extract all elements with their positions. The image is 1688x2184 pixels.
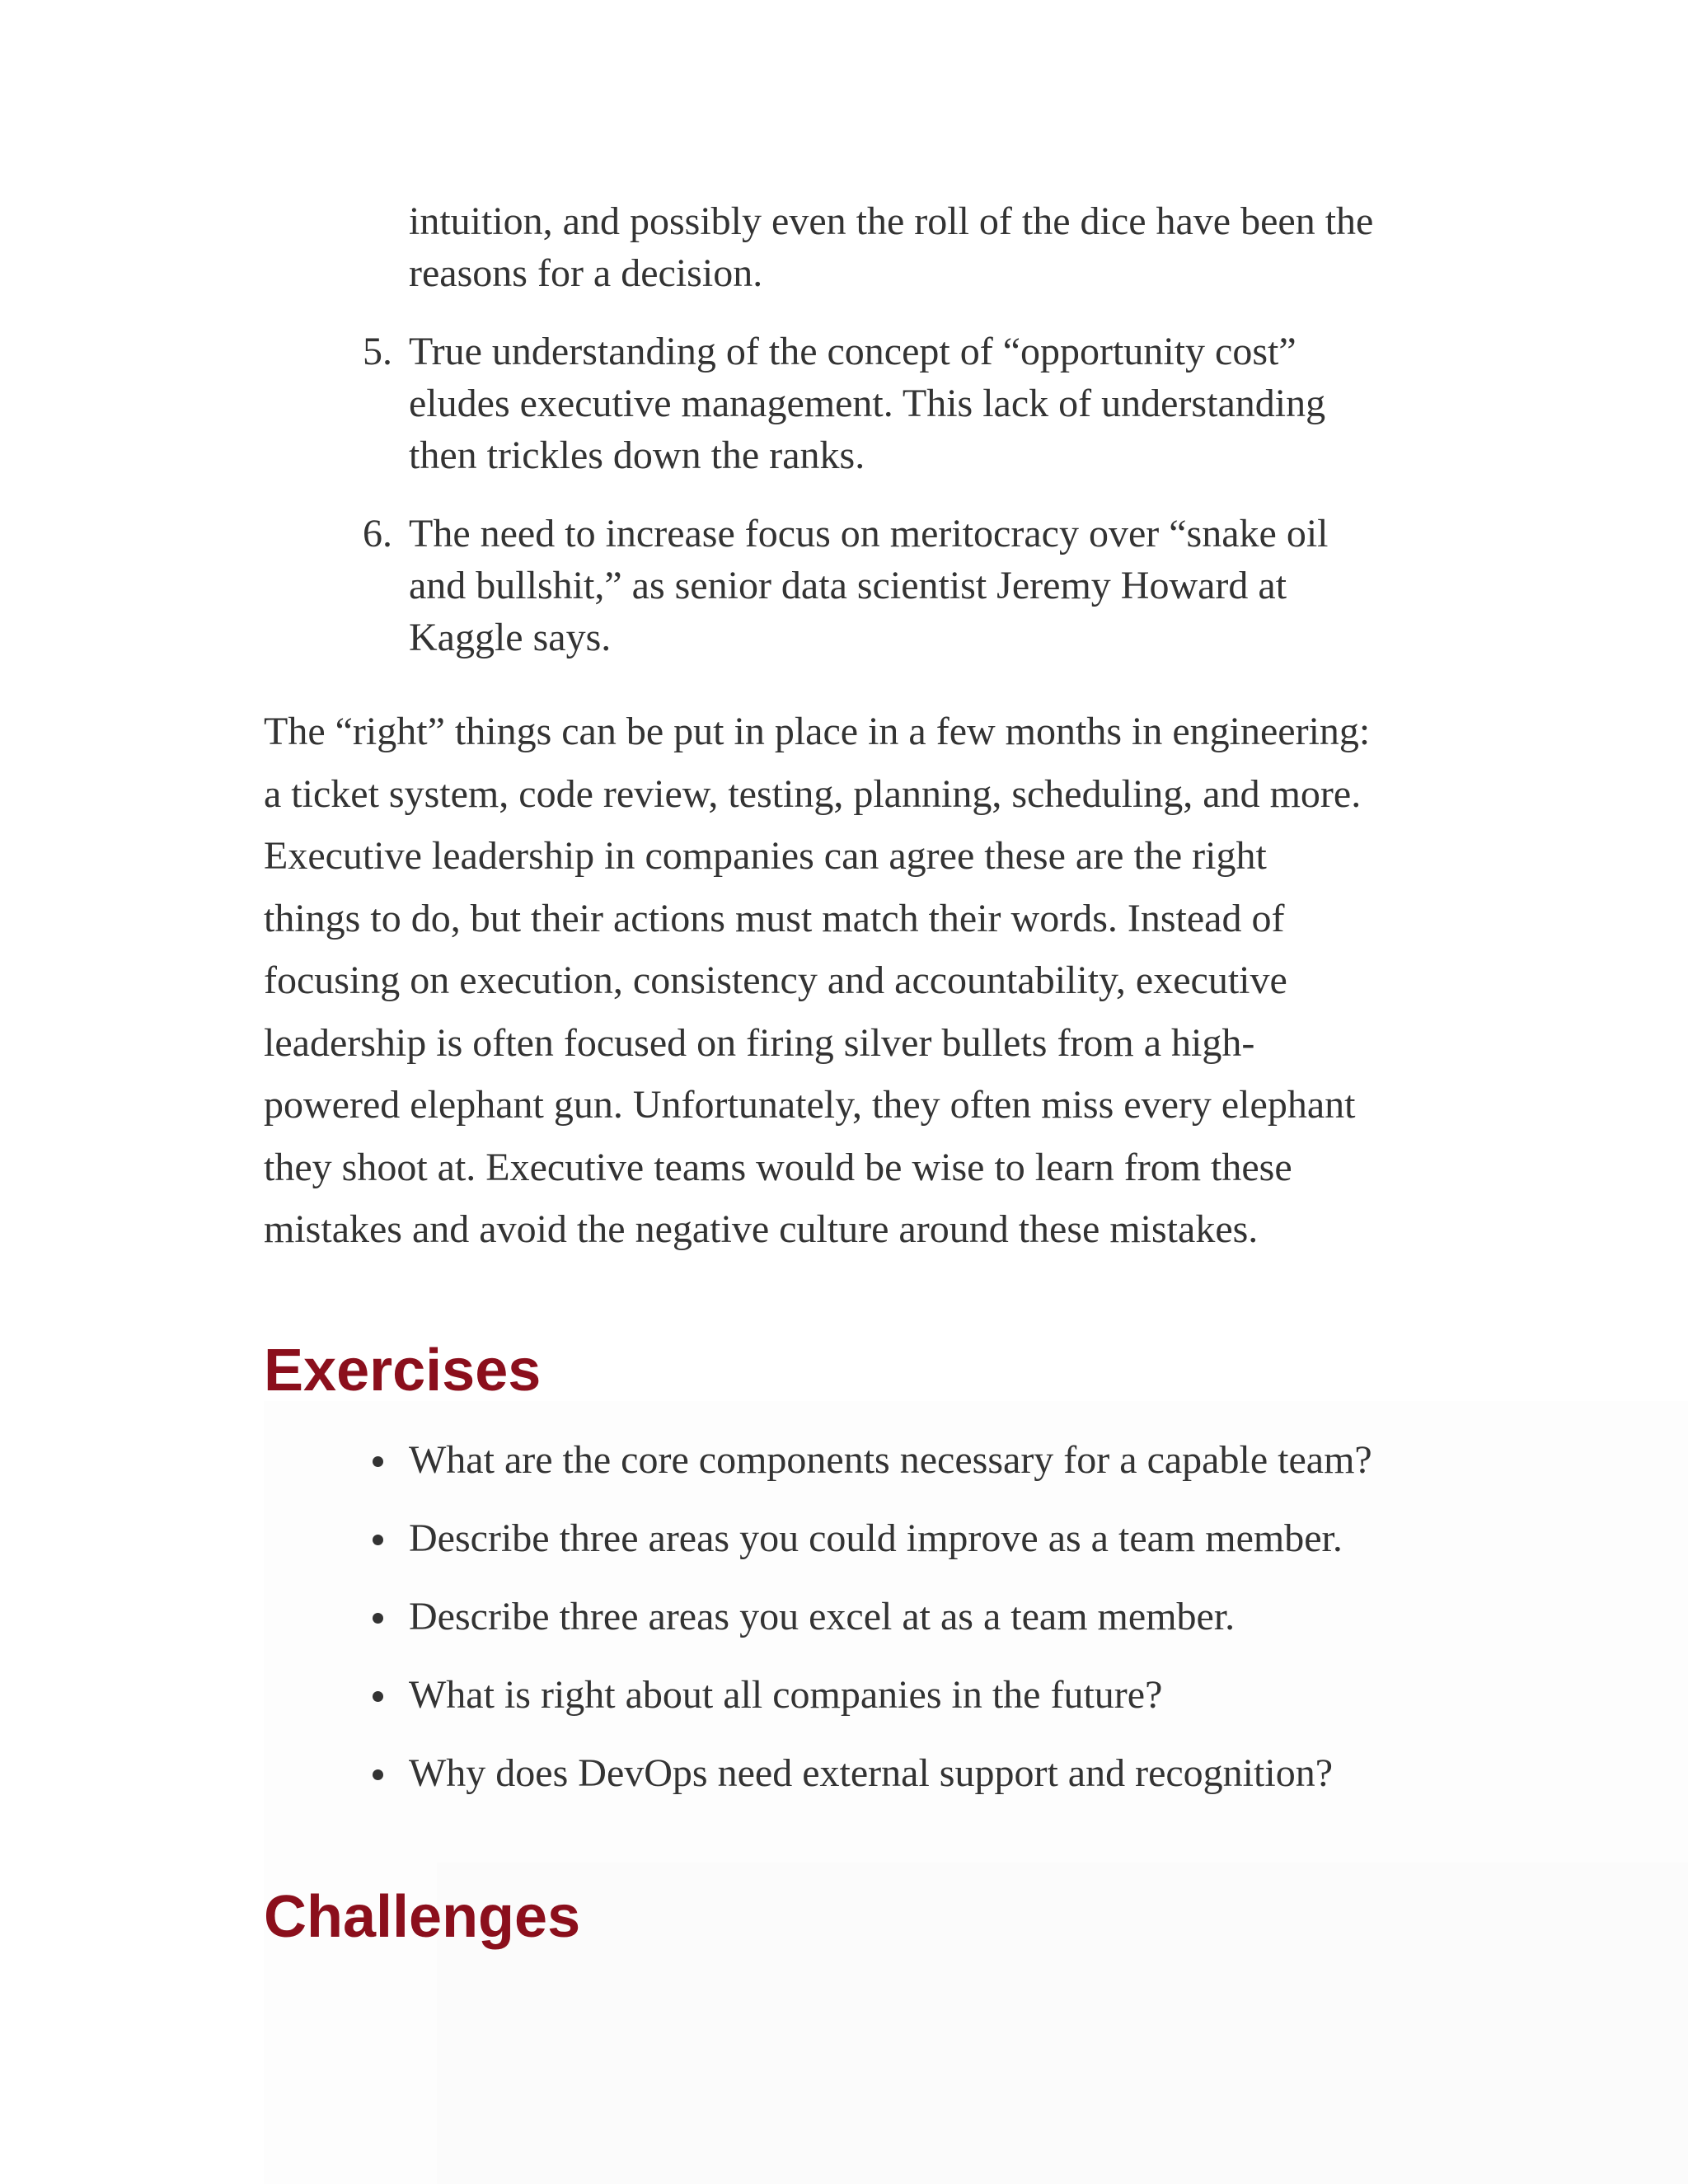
text-line: The need to increase focus on meritocracy over “snake oil	[409, 512, 1329, 555]
numbered-list	[363, 326, 1447, 690]
challenges-heading: Challenges	[264, 1884, 581, 1950]
list-item	[363, 1512, 1447, 1564]
exercises-list	[363, 1434, 1447, 1825]
bullet-icon	[373, 1456, 383, 1467]
text-line: powered elephant gun. Unfortunately, they often miss every elephant	[264, 1083, 1356, 1127]
text-line: eludes executive management. This lack of understanding	[409, 382, 1326, 425]
text-line: Kaggle says.	[409, 616, 612, 659]
list-item	[363, 326, 1447, 481]
text-line: True understanding of the concept of “opportunity cost”	[409, 330, 1296, 373]
list-item-text: What are the core components necessary for a capable team?	[409, 1438, 1372, 1482]
text-line: reasons for a decision.	[409, 251, 763, 295]
text-line: things to do, but their actions must match their words. Instead of	[264, 896, 1285, 940]
list-item-number: 6.	[363, 512, 392, 555]
list-item	[363, 1434, 1447, 1486]
list-item-text: Describe three areas you could improve as a team member.	[409, 1516, 1343, 1560]
text-line: leadership is often focused on firing silver bullets from a high-	[264, 1020, 1255, 1065]
list-item-number: 5.	[363, 330, 392, 373]
bullet-icon	[373, 1769, 383, 1780]
text-line: a ticket system, code review, testing, planning, scheduling, and more.	[264, 771, 1362, 816]
body-paragraph	[264, 701, 1426, 1261]
exercises-heading: Exercises	[264, 1338, 542, 1404]
list-item-text: What is right about all companies in the future?	[409, 1673, 1163, 1717]
bullet-icon	[373, 1691, 383, 1702]
bullet-icon	[373, 1613, 383, 1624]
text-line: Executive leadership in companies can agree these are the right	[264, 834, 1267, 878]
text-line: mistakes and avoid the negative culture around these mistakes.	[264, 1207, 1259, 1251]
bullet-icon	[373, 1535, 383, 1545]
text-line: The “right” things can be put in place in a few months in engineering:	[264, 710, 1371, 753]
text-line: they shoot at. Executive teams would be wise to learn from these	[264, 1145, 1292, 1189]
page-shading-inner	[437, 1863, 1688, 2184]
text-line: intuition, and possibly even the roll of the dice have been the	[409, 199, 1374, 243]
list-item-text: Describe three areas you excel at as a team member.	[409, 1595, 1236, 1638]
list-item-text: Why does DevOps need external support and recognition?	[409, 1751, 1333, 1795]
list-item	[363, 508, 1447, 663]
list-item	[363, 1669, 1447, 1721]
continued-list-item-text	[409, 195, 1447, 299]
list-item	[363, 1747, 1447, 1799]
list-item	[363, 1591, 1447, 1643]
text-line: focusing on execution, consistency and accountability, executive	[264, 958, 1287, 1002]
text-line: and bullshit,” as senior data scientist Jeremy Howard at	[409, 564, 1287, 607]
text-line: then trickles down the ranks.	[409, 434, 865, 477]
